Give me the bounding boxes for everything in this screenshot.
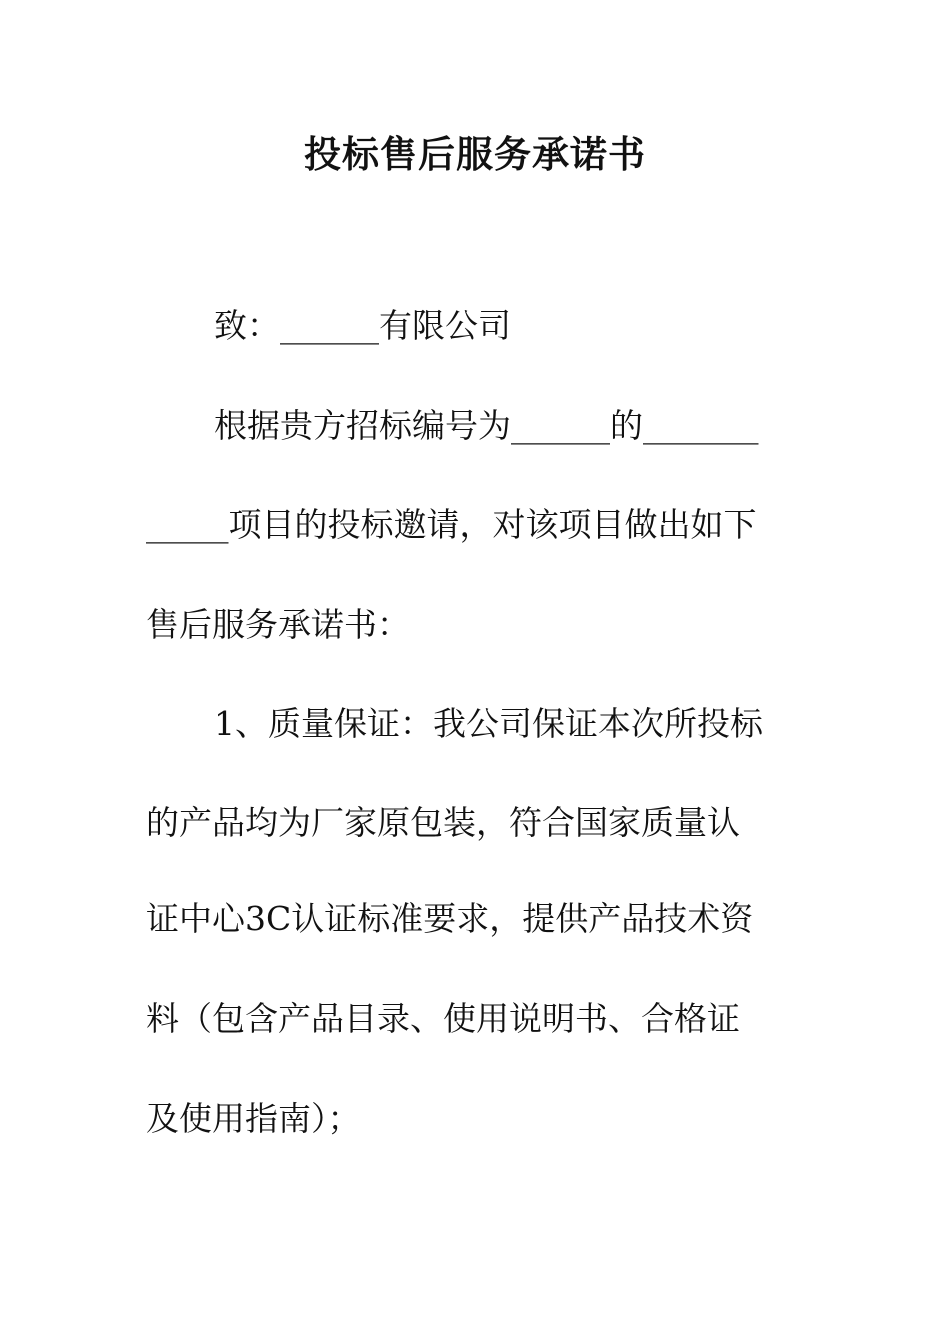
document-title: 投标售后服务承诺书 [304,132,646,176]
clause-line: 1、质量保证：我公司保证本次所投标 [214,704,763,743]
clause-line: 及使用指南）； [146,1099,361,1138]
body-line: 售后服务承诺书： [146,605,410,644]
addressee-line: 致：______有限公司 [214,306,511,345]
clause-line: 证中心3C认证标准要求，提供产品技术资 [146,899,754,938]
body-line: _____项目的投标邀请，对该项目做出如下 [146,505,757,544]
clause-line: 料（包含产品目录、使用说明书、合格证 [146,999,740,1038]
body-line: 根据贵方招标编号为______的_______ [214,406,759,445]
clause-line: 的产品均为厂家原包装，符合国家质量认 [146,803,740,842]
